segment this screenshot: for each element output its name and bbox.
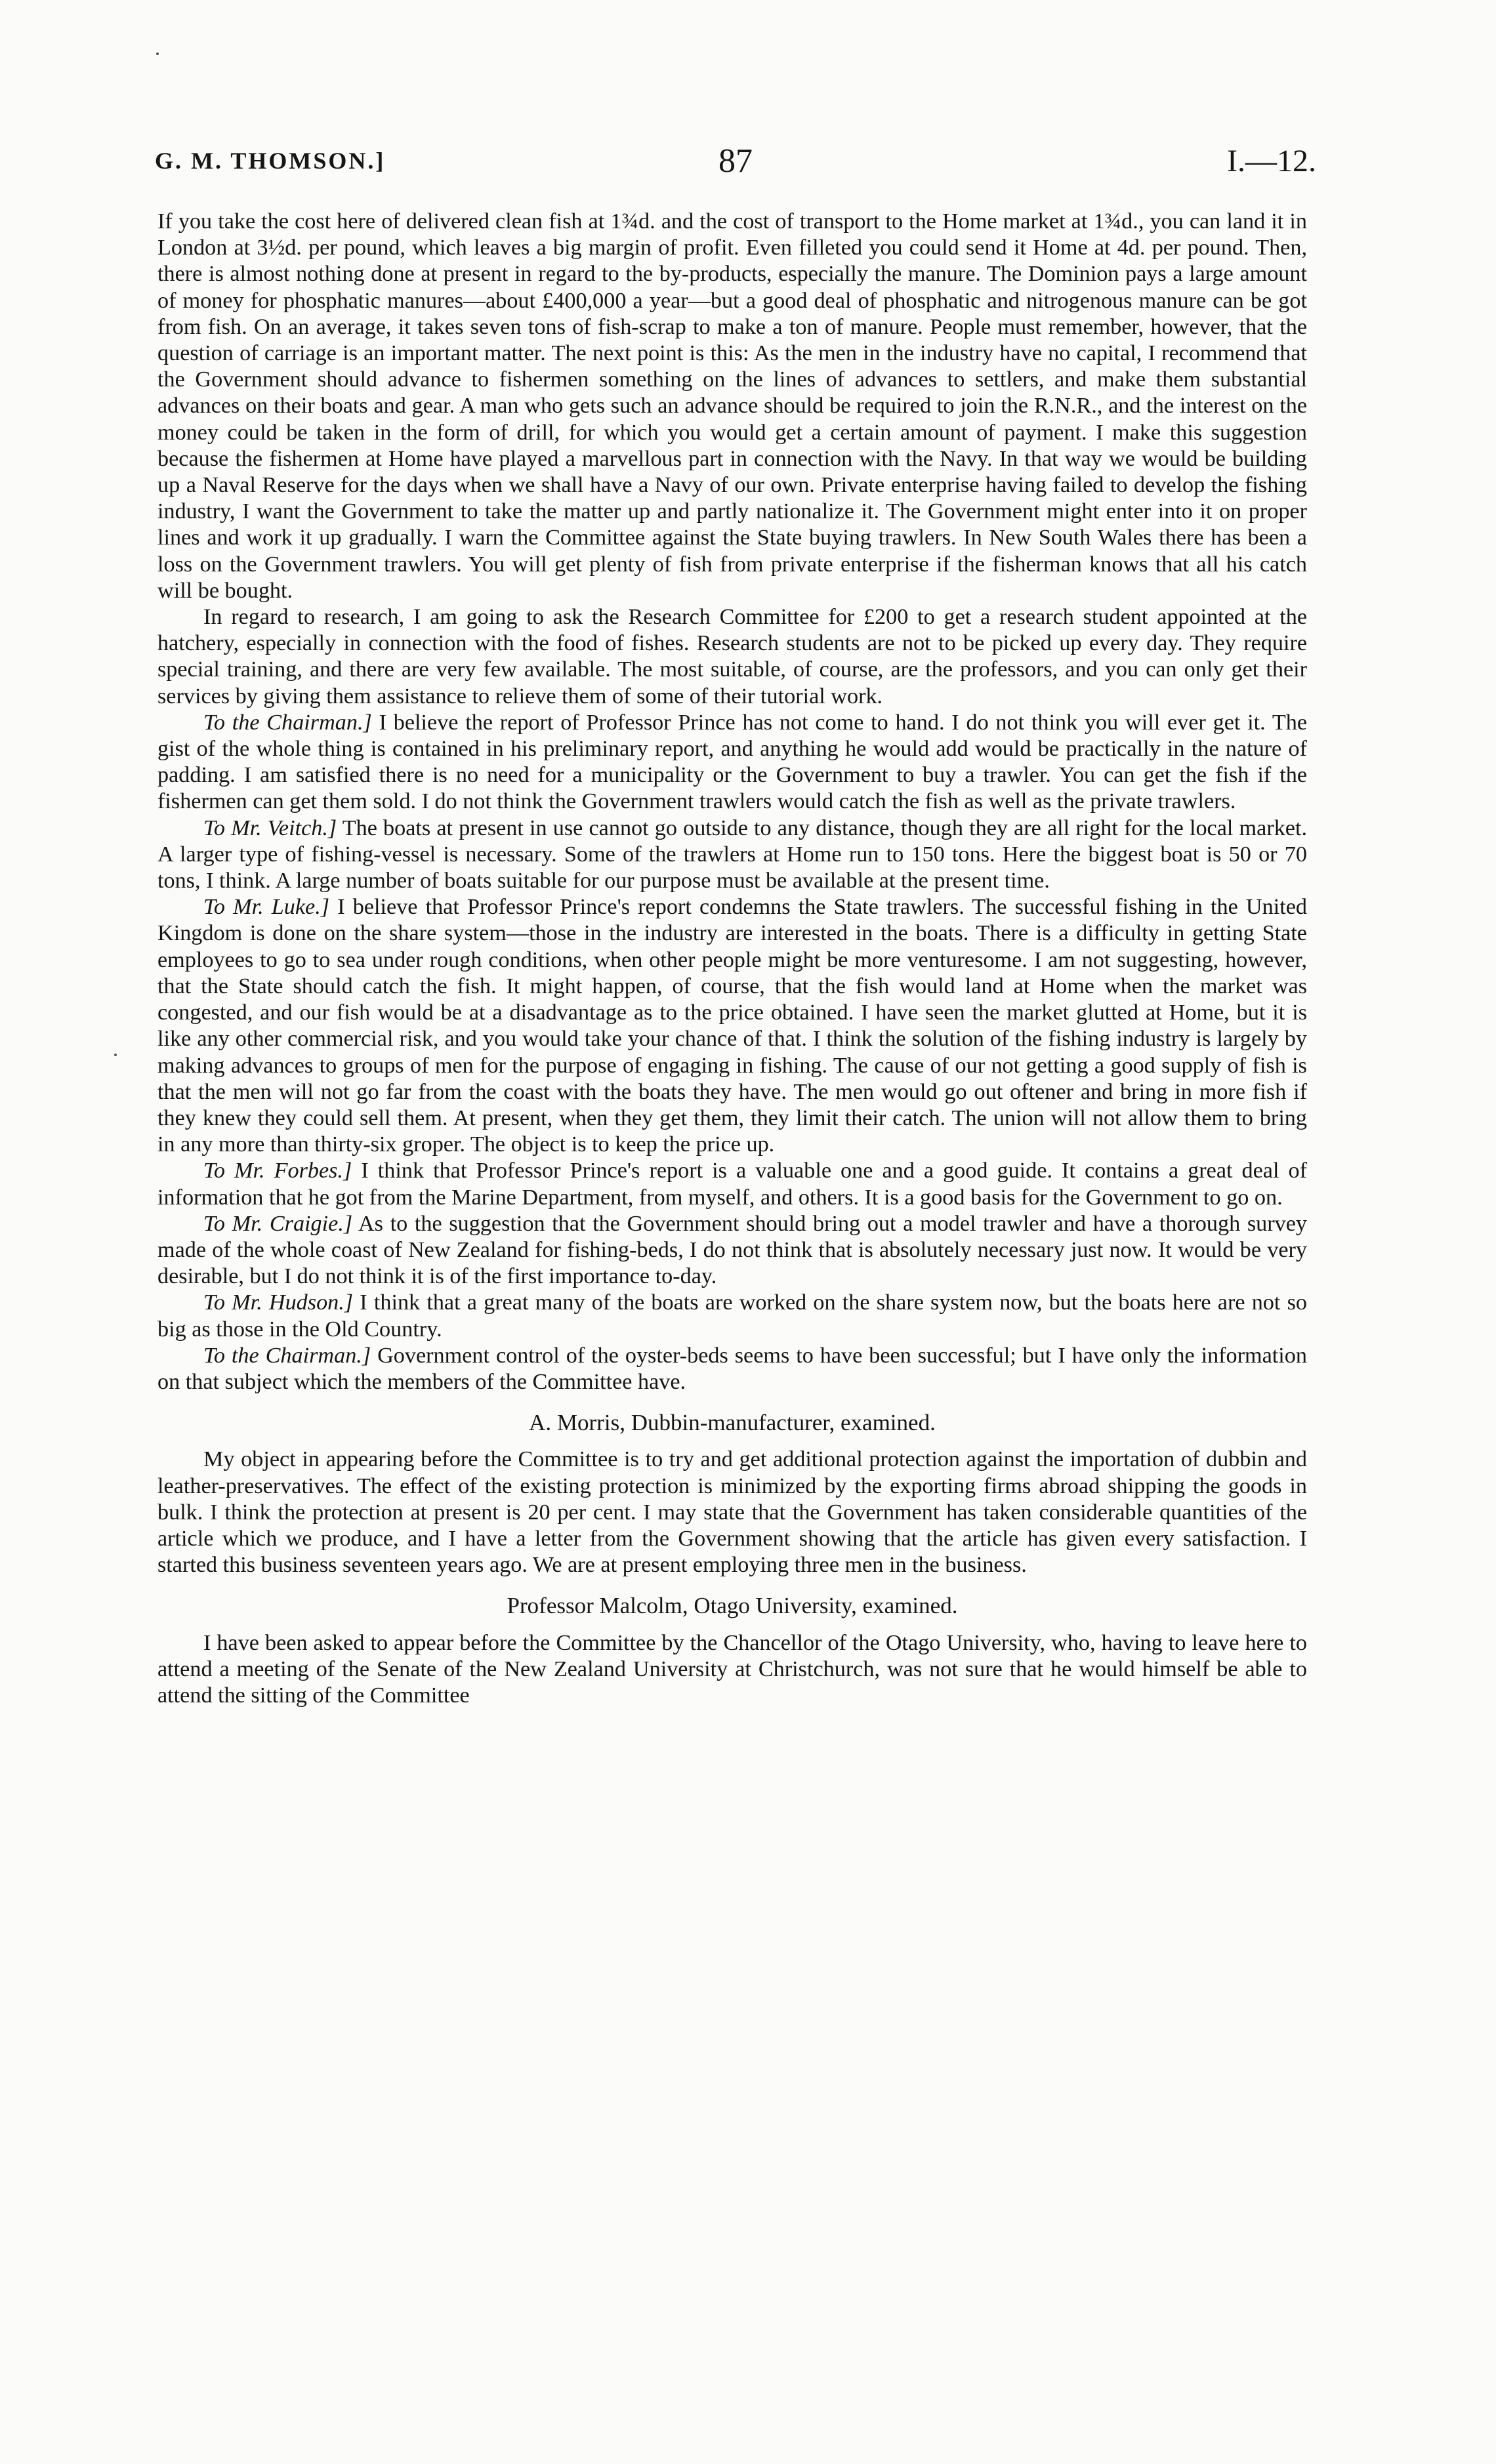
page-speck: [114, 1054, 117, 1056]
section-heading-morris: A. Morris, Dubbin-manufacturer, examined.: [529, 1410, 936, 1436]
paragraph-lead: To Mr. Veitch.]: [203, 815, 337, 840]
paragraph: My object in appearing before the Committee is to try and get additional protection against the importation of dubbin and leather-preservatives. The effect of the existing protection is minimized by the exporting firms abroad shipping the goods in bulk. I think the protection at present is 20 per cent. I may state that the Government has taken considerable quantities of the article which we produce, and I have a letter from the Government showing that the article has given every satisfaction. I started this business seventeen years ago. We are at present employing three men in the business.: [157, 1447, 1307, 1578]
paragraph: [157, 894, 1307, 1158]
paragraph-lead: To the Chairman.]: [203, 710, 372, 735]
paragraph-text: If you take the cost here of delivered clean fish at 1¾d. and the cost of transport to the Home market at 1¾d., you can land it in London at 3½d. per pound, which leaves a big margin of profit. Even filleted you could send it Home at 4d. per pound. Then, there is almost nothing done at present in regard to the by-products, especially the manure. The Dominion pays a large amount of money for phosphatic manures—about £400,000 a year—but a good deal of phosphatic and nitrogenous manure can be got from fish. On an average, it takes seven tons of fish-scrap to make a ton of manure. People must remember, however, that the question of carriage is an important matter. The next point is this: As the men in the industry have no capital, I recommend that the Government should advance to fishermen something on the lines of advances to settlers, and make them substantial advances on their boats and gear. A man who gets such an advance should be required to join the R.N.R., and the interest on the money could be taken in the form of drill, for which you would get a certain amount of payment. I make this suggestion because the fishermen at Home have played a marvellous part in connection with the Navy. In that way we would be building up a Naval Reserve for the days when we shall have a Navy of our own. Private enterprise having failed to develop the fishing industry, I want the Government to take the matter up and partly nationalize it. The Government might enter into it on proper lines and work it up gradually. I warn the Committee against the State buying trawlers. In New South Wales there has been a loss on the Government trawlers. You will get plenty of fish from private enterprise if the fisherman knows that all his catch will be bought.: [157, 209, 1307, 603]
paragraph-text: I believe that Professor Prince's report condemns the State trawlers. The successful fishing in the United Kingdom is done on the share system—those in the industry are interested in the boats. There is a difficulty in getting State employees to go to sea under rough conditions, when other people might be more venturesome. I am not suggesting, however, that the State should catch the fish. It might happen, of course, that the fish would land at Home when the market was congested, and our fish would be at a disadvantage as to the price obtained. I have seen the market glutted at Home, but it is like any other commercial risk, and you would take your chance of that. I think the solution of the fishing industry is largely by making advances to groups of men for the purpose of engaging in fishing. The cause of our not getting a good supply of fish is that the men will not go far from the coast with the boats they have. The men would go out oftener and bring in more fish if they knew they could sell them. At present, when they get them, they limit their catch. The union will not allow them to bring in any more than thirty-six groper. The object is to keep the price up.: [157, 895, 1307, 1157]
paragraph: I have been asked to appear before the Committee by the Chancellor of the Otago University, who, having to leave here to attend a meeting of the Senate of the New Zealand University at Christchurch, was not sure that he would himself be able to attend the sitting of the Committee: [157, 1630, 1307, 1708]
paragraph-text: I think that Professor Prince's report is a valuable one and a good guide. It contains a great deal of information that he got from the Marine Department, from myself, and others. It is a good basis for the Government to go on.: [157, 1159, 1307, 1210]
paragraph-lead: To the Chairman.]: [203, 1343, 371, 1368]
paragraph: [157, 1343, 1307, 1395]
paragraph: [157, 1158, 1307, 1210]
paragraph: [157, 209, 1307, 604]
paragraph-lead: To Mr. Craigie.]: [203, 1211, 353, 1236]
page-speck: [156, 52, 159, 55]
paragraph: [157, 1290, 1307, 1342]
paragraph-lead: To Mr. Hudson.]: [203, 1290, 354, 1315]
paragraph-lead: To Mr. Luke.]: [203, 895, 330, 920]
paragraph-lead: To Mr. Forbes.]: [203, 1159, 352, 1183]
paragraph: [157, 604, 1307, 710]
paragraph-text: As to the suggestion that the Government should bring out a model trawler and have a thorough survey made of the whole coast of New Zealand for fishing-beds, I do not think that is absolutely necessary just now. It would be very desirable, but I do not think it is of the first importance to-day.: [157, 1211, 1308, 1289]
paragraph-text: In regard to research, I am going to ask the Research Committee for £200 to get a research student appointed at the hatchery, especially in connection with the food of fishes. Research students are not to be picked up every day. They require special training, and there are very few available. The most suitable, of course, are the professors, and you can only get their services by giving them assistance to relieve them of some of their tutorial work.: [157, 605, 1307, 708]
header-author: G. M. THOMSON.]: [155, 148, 386, 174]
paragraph: [157, 1211, 1307, 1290]
paragraph-text: I think that a great many of the boats are worked on the share system now, but the boats here are not so big as those in the Old Country.: [157, 1290, 1307, 1342]
page-number: 87: [718, 142, 753, 180]
paragraph-text: The boats at present in use cannot go outside to any distance, though they are all right for the local market. A larger type of fishing-vessel is necessary. Some of the trawlers at Home run to 150 tons. Here the biggest boat is 50 or 70 tons, I think. A large number of boats suitable for our purpose must be available at the present time.: [157, 815, 1308, 893]
paragraph: [157, 710, 1307, 815]
paragraph: [157, 815, 1307, 895]
paragraph-text: I believe the report of Professor Prince has not come to hand. I do not think you will ever get it. The gist of the whole thing is contained in his preliminary report, and anything he would add would be practically in the nature of padding. I am satisfied there is no need for a municipality or the Government to buy a trawler. You can get the fish if the fishermen can get them sold. I do not think the Government trawlers would catch the fish as well as the private trawlers.: [157, 710, 1307, 814]
paragraph-text: Government control of the oyster-beds seems to have been successful; but I have only the information on that subject which the members of the Committee have.: [157, 1343, 1307, 1394]
section-heading-malcolm: Professor Malcolm, Otago University, examined.: [507, 1593, 958, 1619]
document-reference: I.—12.: [1227, 144, 1316, 178]
page-header: [155, 142, 1316, 186]
body-text: [157, 209, 1307, 1709]
